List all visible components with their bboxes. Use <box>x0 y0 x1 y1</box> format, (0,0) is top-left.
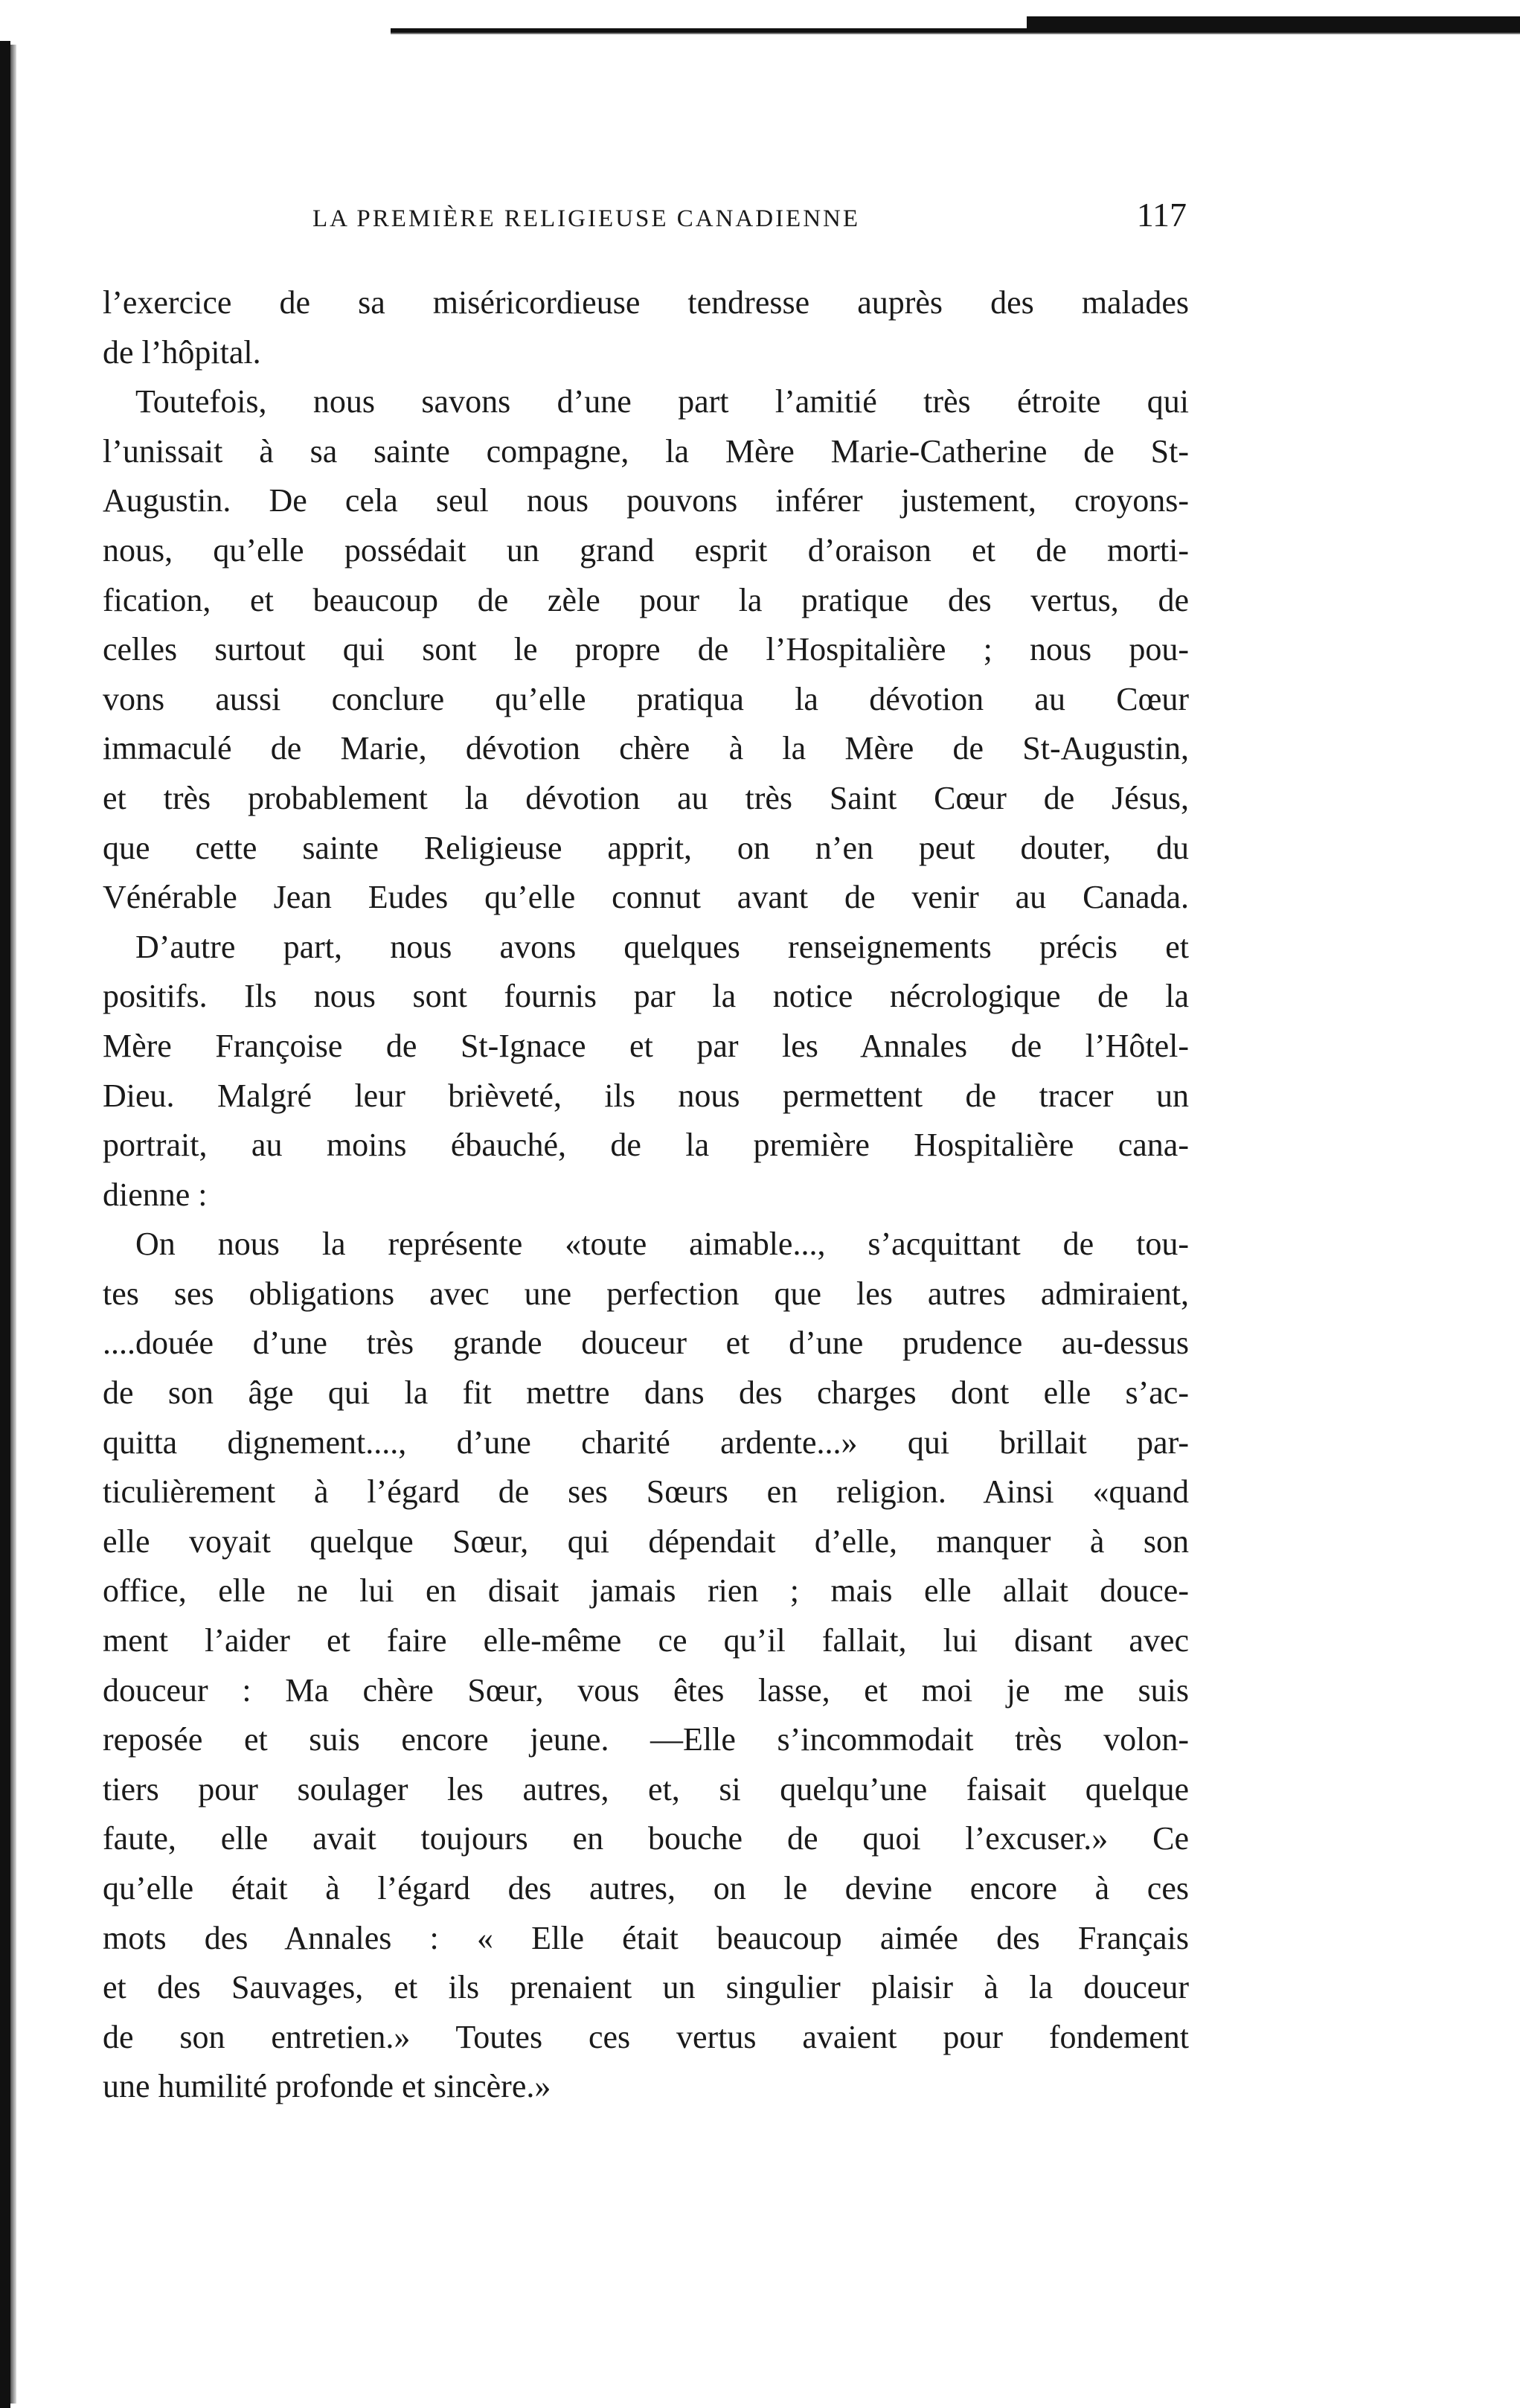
page-header <box>104 195 1187 240</box>
text-line: vons aussi conclure qu’elle pratiqua la dévotion au Cœur <box>103 680 1189 717</box>
text-line: tes ses obligations avec une perfection que les autres admiraient, <box>103 1275 1189 1312</box>
scan-binding-edge <box>0 41 10 2408</box>
scan-top-edge <box>1027 16 1520 28</box>
text-line: D’autre part, nous avons quelques renseignements précis et <box>135 928 1189 965</box>
text-line: quitta dignement...., d’une charité ardente...» qui brillait par- <box>103 1424 1189 1461</box>
text-line: mots des Annales : « Elle était beaucoup aimée des Français <box>103 1919 1189 1956</box>
text-line: de son âge qui la fit mettre dans des charges dont elle s’ac- <box>103 1374 1189 1412</box>
text-line: dienne : <box>103 1176 208 1213</box>
text-line: immaculé de Marie, dévotion chère à la Mère de St-Augustin, <box>103 730 1189 767</box>
text-line: douceur : Ma chère Sœur, vous êtes lasse, et moi je me suis <box>103 1671 1189 1709</box>
text-line: ticulièrement à l’égard de ses Sœurs en religion. Ainsi «quand <box>103 1473 1189 1511</box>
text-line: faute, elle avait toujours en bouche de quoi l’excuser.» Ce <box>103 1820 1189 1857</box>
text-line: Mère Françoise de St-Ignace et par les Annales de l’Hôtel- <box>103 1027 1189 1064</box>
text-line: tiers pour soulager les autres, et, si quelqu’une faisait quelque <box>103 1770 1189 1807</box>
page-number: 117 <box>1136 196 1187 234</box>
running-title: LA PREMIÈRE RELIGIEUSE CANADIENNE <box>312 205 861 232</box>
text-line: Vénérable Jean Eudes qu’elle connut avant de venir au Canada. <box>103 879 1189 916</box>
text-line: office, elle ne lui en disait jamais rien ; mais elle allait douce- <box>103 1572 1189 1610</box>
body-text <box>103 278 1189 2112</box>
text-line: portrait, au moins ébauché, de la première Hospitalière cana- <box>103 1127 1189 1164</box>
text-line: et des Sauvages, et ils prenaient un singulier plaisir à la douceur <box>103 1969 1189 2006</box>
text-line: de l’hôpital. <box>103 333 261 371</box>
text-line: l’exercice de sa miséricordieuse tendresse auprès des malades <box>103 284 1189 321</box>
text-line: positifs. Ils nous sont fournis par la notice nécrologique de la <box>103 978 1189 1015</box>
text-line: ....douée d’une très grande douceur et d’une prudence au-dessus <box>103 1325 1189 1362</box>
text-line: Augustin. De cela seul nous pouvons inférer justement, croyons- <box>103 482 1189 519</box>
text-line: nous, qu’elle possédait un grand esprit d’oraison et de morti- <box>103 531 1189 569</box>
text-line: qu’elle était à l’égard des autres, on le devine encore à ces <box>103 1870 1189 1906</box>
text-line: une humilité profonde et sincère.» <box>103 2068 551 2105</box>
text-line: que cette sainte Religieuse apprit, on n’en peut douter, du <box>103 829 1189 866</box>
text-line: Dieu. Malgré leur brièveté, ils nous permettent de tracer un <box>103 1077 1189 1114</box>
text-line: l’unissait à sa sainte compagne, la Mère Marie-Catherine de St- <box>103 432 1189 470</box>
text-line: de son entretien.» Toutes ces vertus avaient pour fondement <box>103 2018 1189 2055</box>
text-line: fication, et beaucoup de zèle pour la pratique des vertus, de <box>103 581 1189 618</box>
text-line: elle voyait quelque Sœur, qui dépendait d’elle, manquer à son <box>103 1522 1189 1560</box>
text-line: ment l’aider et faire elle-même ce qu’il fallait, lui disant avec <box>103 1622 1189 1659</box>
text-line: celles surtout qui sont le propre de l’Hospitalière ; nous pou- <box>103 631 1189 668</box>
scan-binding-shadow <box>10 45 16 2404</box>
text-line: reposée et suis encore jeune. —Elle s’incommodait très volon- <box>103 1721 1189 1758</box>
text-line: Toutefois, nous savons d’une part l’amitié très étroite qui <box>135 383 1189 420</box>
text-line: et très probablement la dévotion au très Saint Cœur de Jésus, <box>103 779 1189 816</box>
scan-top-rule-thin <box>391 33 1520 34</box>
text-line: On nous la représente «toute aimable..., s’acquittant de tou- <box>135 1226 1189 1263</box>
